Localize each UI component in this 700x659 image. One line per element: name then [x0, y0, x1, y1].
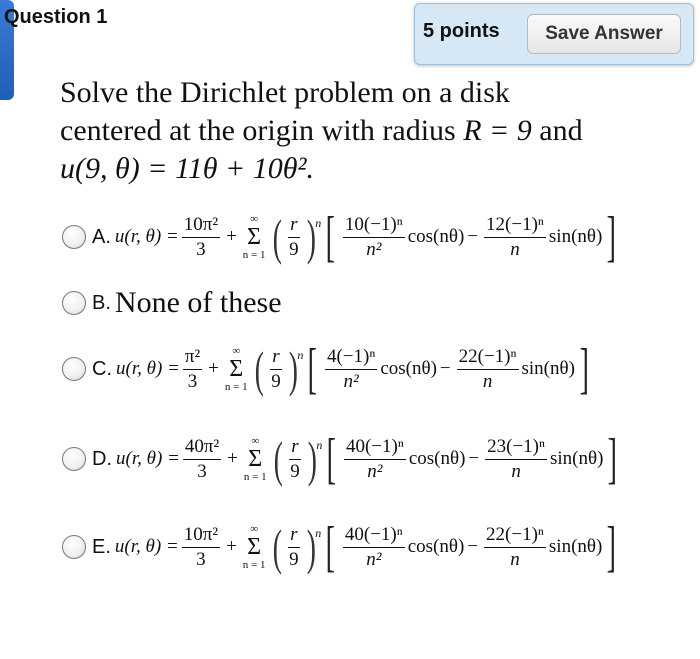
option-c-formula [116, 338, 594, 400]
sin-coefficient [484, 525, 546, 570]
plus-sign: + [226, 226, 237, 247]
sin-coefficient [484, 215, 546, 260]
frac-den: 3 [197, 460, 207, 482]
frac-num: 12(−1)ⁿ [484, 215, 546, 238]
option-a-formula [114, 206, 621, 268]
sin-term: sin(nθ) [548, 226, 603, 247]
ratio-fraction [270, 347, 281, 392]
leading-fraction [183, 347, 202, 392]
option-c[interactable] [62, 334, 594, 404]
plus-sign: + [208, 358, 219, 379]
frac-num: 10(−1)ⁿ [343, 215, 405, 238]
ratio-fraction [289, 437, 300, 482]
frac-num: 22(−1)ⁿ [484, 525, 546, 548]
sum-upper: ∞ [250, 523, 259, 535]
ratio-fraction [288, 215, 299, 260]
open-bracket: [ [325, 206, 336, 268]
option-d-radio[interactable] [62, 447, 86, 471]
exponent: n [315, 215, 322, 230]
frac-den: 9 [289, 238, 299, 260]
summation [225, 345, 248, 393]
summation [243, 523, 266, 571]
open-bracket: [ [325, 516, 336, 578]
sum-lower: n = 1 [224, 381, 248, 393]
sin-term: sin(nθ) [521, 358, 575, 379]
frac-num: 40(−1)ⁿ [344, 437, 406, 460]
option-letter: C. [92, 357, 112, 380]
frac-num: 22(−1)ⁿ [457, 347, 519, 370]
frac-den: 3 [187, 370, 198, 392]
plus-sign: + [227, 448, 238, 469]
exponent: n [315, 525, 322, 540]
option-letter: E. [92, 535, 111, 558]
sum-upper: ∞ [232, 345, 241, 357]
open-bracket: [ [307, 338, 318, 400]
open-paren: ( [272, 209, 282, 265]
close-bracket: ] [607, 516, 617, 578]
frac-den: n² [366, 548, 382, 570]
exponent: n [316, 437, 323, 452]
close-bracket: ] [608, 428, 618, 490]
cos-coefficient [325, 347, 377, 392]
summation [244, 435, 267, 483]
sin-coefficient [485, 437, 547, 482]
sin-term: sin(nθ) [548, 536, 603, 557]
sin-coefficient [457, 347, 519, 392]
frac-den: n [511, 460, 521, 482]
frac-num: 40(−1)ⁿ [343, 525, 405, 548]
leading-fraction [182, 525, 220, 570]
sum-upper: ∞ [251, 435, 260, 447]
open-paren: ( [272, 519, 282, 575]
option-letter: D. [92, 447, 112, 470]
frac-den: 9 [289, 548, 299, 570]
problem-line-2-end: and [531, 114, 583, 147]
exponent: n [297, 347, 304, 362]
sum-lower: n = 1 [242, 559, 266, 571]
leading-fraction [183, 437, 221, 482]
frac-den: n [482, 370, 493, 392]
question-title: Question 1 [4, 6, 108, 28]
problem-line-2-text: centered at the origin with radius [60, 114, 464, 147]
boundary-condition: u(9, θ) = 11θ + 10θ². [60, 152, 314, 185]
cos-coefficient [344, 437, 406, 482]
points-label: 5 points [423, 20, 500, 42]
option-b-radio[interactable] [62, 291, 86, 315]
close-paren: ) [288, 341, 298, 397]
frac-num: 23(−1)ⁿ [485, 437, 547, 460]
frac-den: n² [366, 238, 382, 260]
frac-den: n² [343, 370, 359, 392]
frac-num: r [288, 215, 299, 238]
formula-lhs: u(r, θ) = [116, 358, 180, 379]
frac-den: 3 [196, 548, 206, 570]
cos-term: cos(nθ) [408, 448, 466, 469]
frac-num: r [270, 347, 281, 370]
option-letter: A. [92, 225, 111, 248]
cos-term: cos(nθ) [407, 536, 465, 557]
option-d-formula [116, 428, 622, 490]
open-bracket: [ [326, 428, 337, 490]
option-b[interactable] [62, 268, 282, 338]
option-a-radio[interactable] [62, 225, 86, 249]
option-e[interactable] [62, 512, 621, 582]
problem-line-3 [60, 150, 680, 188]
minus-sign: − [468, 448, 480, 469]
frac-num: 10π² [182, 525, 220, 548]
close-bracket: ] [607, 206, 617, 268]
sigma-symbol: Σ [247, 534, 262, 560]
close-bracket: ] [579, 338, 589, 400]
option-a[interactable] [62, 202, 621, 272]
open-paren: ( [254, 341, 264, 397]
sin-term: sin(nθ) [550, 448, 604, 469]
close-paren: ) [306, 519, 316, 575]
option-b-text: None of these [114, 286, 282, 319]
summation [243, 213, 266, 261]
sigma-symbol: Σ [229, 356, 244, 382]
frac-num: π² [183, 347, 202, 370]
close-paren: ) [306, 209, 316, 265]
formula-lhs: u(r, θ) = [114, 536, 179, 557]
problem-line-1: Solve the Dirichlet problem on a disk [60, 76, 510, 109]
option-e-formula [114, 516, 621, 578]
minus-sign: − [467, 536, 479, 557]
option-c-radio[interactable] [62, 357, 86, 381]
cos-term: cos(nθ) [407, 226, 465, 247]
formula-lhs: u(r, θ) = [114, 226, 179, 247]
frac-den: n² [367, 460, 383, 482]
sigma-symbol: Σ [248, 446, 263, 472]
option-e-radio[interactable] [62, 535, 86, 559]
frac-den: 3 [196, 238, 206, 260]
close-paren: ) [307, 431, 317, 487]
sum-lower: n = 1 [242, 249, 266, 261]
plus-sign: + [226, 536, 237, 557]
frac-num: 4(−1)ⁿ [325, 347, 377, 370]
frac-num: 40π² [183, 437, 221, 460]
ratio-fraction [288, 525, 299, 570]
frac-num: 10π² [182, 215, 220, 238]
open-paren: ( [273, 431, 283, 487]
minus-sign: − [467, 226, 479, 247]
sum-lower: n = 1 [243, 471, 267, 483]
save-answer-button[interactable]: Save Answer [527, 14, 681, 54]
minus-sign: − [439, 358, 451, 379]
problem-statement [60, 74, 680, 188]
sigma-symbol: Σ [247, 224, 262, 250]
option-letter: B. [92, 291, 111, 314]
formula-lhs: u(r, θ) = [116, 448, 180, 469]
frac-den: n [510, 548, 520, 570]
frac-num: r [288, 525, 299, 548]
frac-den: n [510, 238, 520, 260]
frac-num: r [289, 437, 300, 460]
cos-coefficient [343, 215, 405, 260]
problem-line-2 [60, 112, 680, 150]
sum-upper: ∞ [250, 213, 259, 225]
points-panel [414, 3, 694, 65]
radius-expression: R = 9 [463, 114, 532, 147]
leading-fraction [182, 215, 220, 260]
cos-term: cos(nθ) [380, 358, 437, 379]
frac-den: 9 [290, 460, 300, 482]
option-d[interactable] [62, 424, 622, 494]
frac-den: 9 [271, 370, 281, 392]
cos-coefficient [343, 525, 405, 570]
